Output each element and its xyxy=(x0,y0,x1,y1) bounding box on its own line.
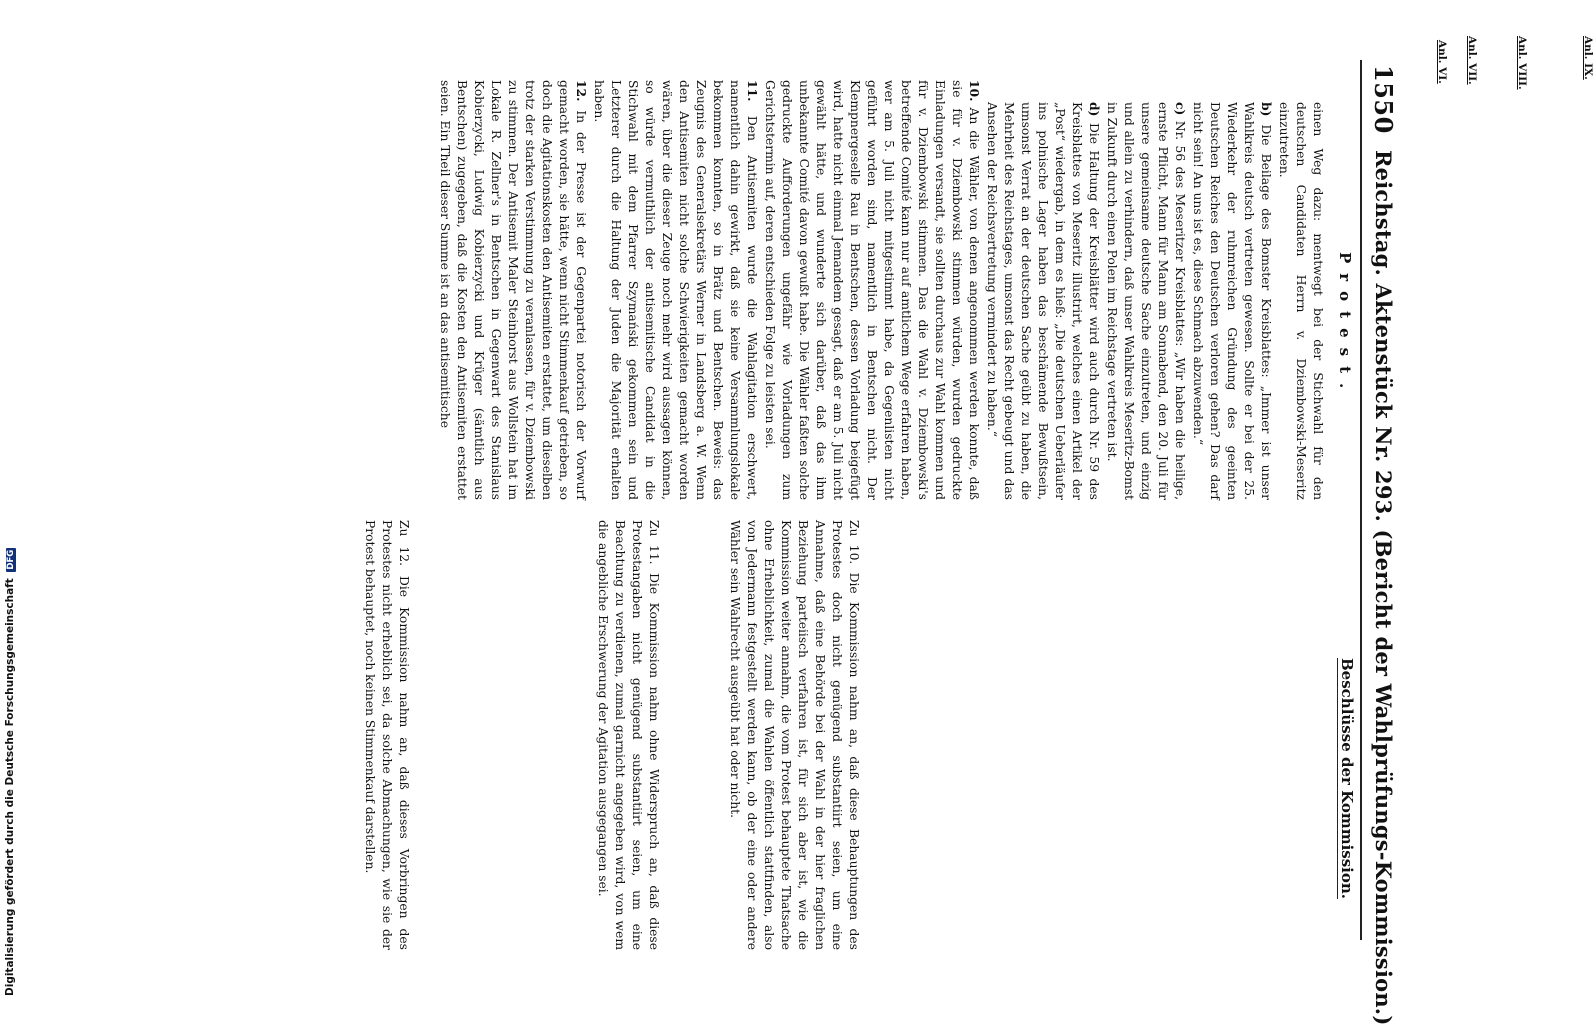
footer-text xyxy=(4,548,16,996)
commission-decision-11: Zu 11. Die Kommission nahm ohne Widerspruch an, daß diese Protestangaben nicht genügend substantiirt seien, um eine Beachtung zu verdienen, zumal garnicht angegeben wird, von wem die angebliche Erschwerung der Agitation ausgegangen sei. xyxy=(595,520,661,950)
protest-column xyxy=(436,80,1326,500)
protest-paragraph-intro: einen Weg dazu: mentwegt bei der Stichwahl für den deutschen Candidaten Herrn v. Dziembowski-Meseritz einzutreten. xyxy=(1277,102,1325,500)
paragraph-number-11: 11. xyxy=(745,80,760,102)
commission-decision-12: Zu 12. Die Kommission nahm an, daß dieses Vorbringen des Protestes nicht erheblich sei, da solche Abmachungen, wie sie der Protest behauptet, noch keinen Stimmenkauf darstellen. xyxy=(362,520,411,950)
paragraph-number-12: 12. xyxy=(574,80,589,102)
protest-paragraph-12 xyxy=(436,80,590,500)
item-label-d: d) xyxy=(1087,102,1102,117)
item-text-d: Die Haltung der Kreisblätter wird auch durch Nr. 59 des Kreisblattes von Meseritz illustrirt, welches einen Artikel der „Post“ wiedergab, in dem es hieß: „Die deutschen Ueberläufer ins polnische Lager haben das beschämende Bewußtsein, umsonst Verrat an der deutschen Sache geübt zu haben, die Mehrheit des Reichstages, umsonst das Recht gebeugt und das Ansehen der Reichsvertretung vermindert zu haben.“ xyxy=(985,102,1101,500)
footer-text-label: Digitalisierung gefördert durch die Deutsche Forschungsgemeinschaft xyxy=(4,578,16,996)
protest-heading: Protest. xyxy=(1336,252,1354,399)
protest-paragraph-11 xyxy=(590,80,761,500)
item-text-b: Die Beilage des Bomster Kreisblattes: „Immer ist unser Wahlkreis deutsch vertreten gewesen. Sollte er bei der 25. Wiederkehr der ruhmreichen Gründung des geeinten Deutschen Reiches den Deutschen verloren gehen? Das darf nicht sein! An uns ist es, diese Schmach abzuwenden.“ xyxy=(1191,102,1273,500)
paragraph-text-10: An die Wähler, von denen angenommen werden konnte, daß sie für v. Dziembowski stimmen würden, wurden gedruckte Einladungen versandt, sie sollten durchaus zur Wahl kommen und für v. Dziembowski stimmen. Das die Wahl v. Dziembowski's betreffende Comité kann nur auf amtlichem Wege erfahren haben, wer am 5. Juli nicht mitgestimmt habe, da Gegenlisten nicht geführt worden sind, namentlich in Bentschen nicht. Der Klempnergeselle Rau in Bentschen, dessen Vorladung beigefügt wird, hatte nicht einmal Jemandem gesagt, daß er am 5. Juli nicht gewählt hätte, und wunderte sich darüber, daß das ihm unbekannte Comité davon gewußt habe. Die Wähler faßten solche gedruckte Aufforderungen ungefähr wie Vorladungen zum Gerichtstermin auf, deren entschieden Folge zu leisten sei. xyxy=(763,80,981,500)
footer-attribution xyxy=(2,549,16,996)
protest-paragraph-10 xyxy=(761,80,983,500)
commission-heading: Beschlüsse der Kommission. xyxy=(1338,658,1356,899)
commission-decision-10: Zu 10. Die Kommission nahm an, daß diese Behauptungen des Protestes doch nicht genügend substantiirt seien, um eine Annahme, daß eine Behörde bei der Wahl in der hier fraglichen Beziehung parteiisch verfahren ist, für sich aber ist, wie die Kommission weiter annahm, die vom Protest behauptete Thatsache ohne Erheblichkeit, zumal die Wahlen öffentlich stattfinden, also von Jedermann festgestellt werden kann, ob der eine oder andere Wähler sein Wahlrecht ausgeübt hat oder nicht. xyxy=(727,520,861,950)
item-text-c: Nr. 56 des Meseritzer Kreisblattes: „Wir haben die heilige, ernste Pflicht, Mann für Mann am Sonnabend, den 20. Juli für unsere gemeinsame deutsche Sache einzutreten, und einzig und allein zu verhindern, daß unser Wahlkreis Meseritz-Bomst in Zukunft durch einen Polen im Reichstage vertreten ist. xyxy=(1105,102,1187,500)
protest-item-b xyxy=(1189,80,1275,500)
protest-item-c xyxy=(1103,80,1189,500)
margin-note-anl-vii: Anl. VII. xyxy=(1466,36,1478,85)
running-title: Reichstag. Aktenstück Nr. 293. (Bericht der Wahlprüfungs-Kommission.) xyxy=(1371,150,1396,1025)
paragraph-number-10: 10. xyxy=(967,80,982,102)
paragraph-text-11: Den Antisemiten wurde die Wahlagitation erschwert, namentlich dahin gewirkt, daß sie keine Versammlungslokale bekommen konnten, so in Brätz und Bentschen. Beweis: das Zeugnis des Generalsekretärs Werner in Landsberg a. W. Wenn den Antisemiten nicht solche Schwierigkeiten gemacht worden wären, über die dieser Zeuge noch mehr wird aussagen können, so würde vermuthlich der antisemitische Candidat in die Stichwahl mit dem Pfarrer Szymański gekommen sein und Letzterer durch die Haltung der Juden die Majorität erhalten haben. xyxy=(592,80,759,500)
margin-note-anl-ix: Anl. IX. xyxy=(1582,36,1594,80)
protest-item-d xyxy=(983,80,1103,500)
margin-note-anl-viii: Anl. VIII. xyxy=(1516,36,1528,90)
commission-column xyxy=(362,520,1434,950)
item-label-b: b) xyxy=(1259,102,1274,117)
paragraph-text-12: In der Presse ist der Gegenpartei notorisch der Vorwurf gemacht worden, sie hätte, wenn nicht Stimmenkauf getrieben, so doch die Agitationskosten den Antisemiten erstattet, um dieselben trotz der starken Verstimmung zu veranlassen, für v. Dziembowski zu stimmen. Der Antisemit Maler Steinhorst aus Wollstein hat im Lokale R. Zellner's in Bentschen in Gegenwart des Stanislaus Kobierzycki, Ludwig Kobierzycki und Krüger (sämtlich aus Bentschen) zugegeben, daß die Kosten den Antisemiten erstattet seien. Ein Theil dieser Summe ist an das antisemitische xyxy=(438,80,588,500)
dfg-logo-icon: DFG xyxy=(6,549,16,570)
item-label-c: c) xyxy=(1173,102,1188,116)
page-number: 1550 xyxy=(1369,65,1398,134)
margin-note-anl-vi: Anl. VI. xyxy=(1436,40,1448,84)
